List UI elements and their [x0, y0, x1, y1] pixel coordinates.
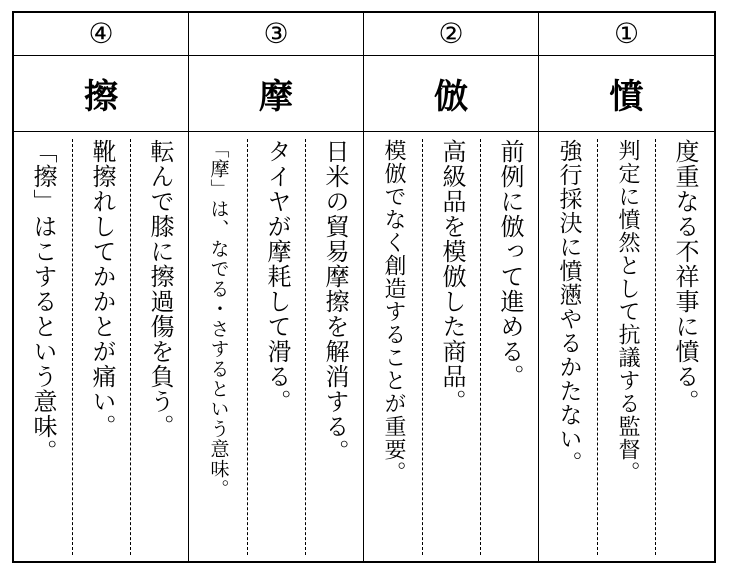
example-sentence: [364, 139, 422, 555]
column-number: ④: [14, 13, 188, 56]
example-sentences: [364, 131, 538, 561]
example-sentence: [130, 139, 189, 555]
sentence-text: 「擦」はこするという意味。: [29, 139, 57, 464]
sentence-text: 度重なる不祥事に憤る。: [671, 139, 699, 414]
sentence-text: 靴擦れしてかかとが痛い。: [88, 139, 116, 439]
column-kanji: 擦: [14, 55, 188, 132]
example-sentence: [189, 139, 247, 555]
sentence-text: 判定に憤然として抗議する監督。: [615, 139, 640, 484]
column-4: [14, 13, 188, 561]
sentence-text: 高級品を模倣した商品。: [438, 139, 466, 414]
sentence-text: 日米の貿易摩擦を解消する。: [321, 139, 349, 464]
sentence-text: 模倣でなく創造することが重要。: [381, 139, 406, 484]
column-3: [188, 13, 363, 561]
sentence-text: 前例に倣って進める。: [496, 139, 524, 389]
sentence-text: 転んで膝に擦過傷を負う。: [146, 139, 174, 439]
sentence-text: タイヤが摩耗して滑る。: [263, 139, 291, 414]
example-sentence: [655, 139, 714, 555]
column-number: ②: [364, 13, 538, 56]
kanji-worksheet-table: [12, 11, 716, 563]
example-sentences: [189, 131, 363, 561]
example-sentences: [14, 131, 188, 561]
example-sentence: [597, 139, 656, 555]
column-1: [538, 13, 714, 561]
column-kanji: 摩: [189, 55, 363, 132]
column-number: ③: [189, 13, 363, 56]
column-number: ①: [539, 13, 714, 56]
example-sentence: [480, 139, 539, 555]
example-sentence: [305, 139, 364, 555]
example-sentences: [539, 131, 714, 561]
example-sentence: [72, 139, 131, 555]
column-kanji: 倣: [364, 55, 538, 132]
column-kanji: 憤: [539, 55, 714, 132]
sentence-text: 強行採決に憤懣やるかたない。: [555, 139, 582, 475]
example-sentence: [14, 139, 72, 555]
example-sentence: [539, 139, 597, 555]
column-2: [363, 13, 538, 561]
sentence-text: 「摩」は、なでる・さするという意味。: [207, 139, 230, 499]
example-sentence: [247, 139, 306, 555]
example-sentence: [422, 139, 481, 555]
